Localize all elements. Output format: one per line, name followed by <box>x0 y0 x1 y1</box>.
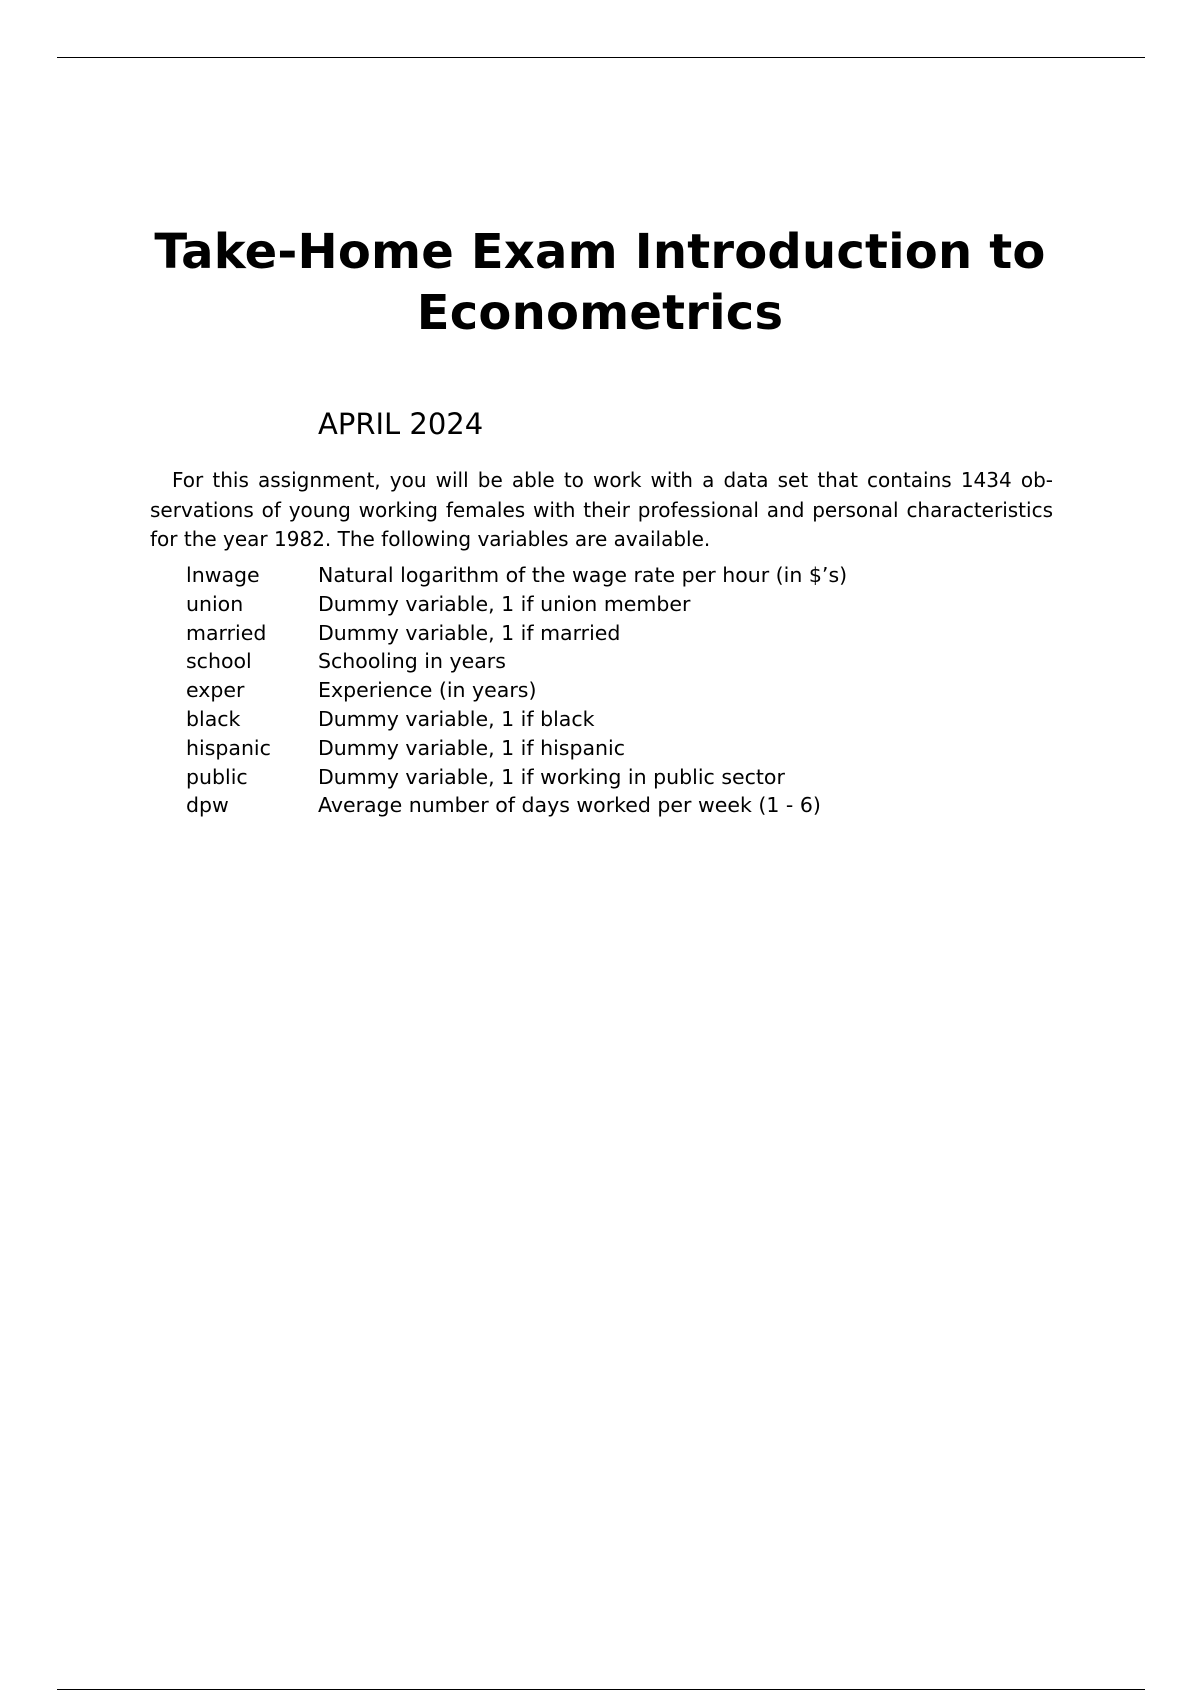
variable-description: Schooling in years <box>318 649 506 674</box>
variable-row <box>186 561 926 590</box>
variable-name: dpw <box>186 793 229 818</box>
intro-line-3: for the year 1982. The following variables are available. <box>150 527 711 551</box>
variable-name: school <box>186 649 252 674</box>
variable-description: Natural logarithm of the wage rate per hour (in $’s) <box>318 563 848 587</box>
variable-description: Dummy variable, 1 if black <box>318 706 595 731</box>
variable-description: Dummy variable, 1 if hispanic <box>318 735 625 760</box>
intro-line-1: For this assignment, you will be able to work with a data set that contains 1434 ob- <box>172 468 1053 492</box>
variable-name: union <box>186 591 244 616</box>
bottom-rule <box>57 1689 1145 1690</box>
variable-row <box>186 590 926 619</box>
intro-paragraph <box>150 466 1053 555</box>
title-line-1: Take-Home Exam Introduction to <box>154 224 1046 280</box>
variable-name: exper <box>186 678 245 703</box>
variable-list <box>186 561 926 820</box>
variable-description: Average number of days worked per week (1 - 6) <box>318 793 821 818</box>
intro-line-2: servations of young working females with their professional and personal characteristics <box>150 497 1053 522</box>
variable-name: public <box>186 764 248 789</box>
variable-description: Dummy variable, 1 if union member <box>318 591 691 616</box>
variable-name: married <box>186 620 267 645</box>
variable-row <box>186 791 926 820</box>
variable-description: Experience (in years) <box>318 678 537 703</box>
variable-description: Dummy variable, 1 if married <box>318 620 621 645</box>
variable-name: lnwage <box>186 563 260 587</box>
title-line-2: Econometrics <box>416 285 784 341</box>
document-date: APRIL 2024 <box>318 407 484 441</box>
variable-row <box>186 705 926 734</box>
variable-row <box>186 734 926 763</box>
variable-description: Dummy variable, 1 if working in public sector <box>318 764 785 789</box>
variable-row <box>186 763 926 792</box>
variable-row <box>186 676 926 705</box>
variable-row <box>186 619 926 648</box>
variable-row <box>186 647 926 676</box>
variable-name: black <box>186 706 241 731</box>
document-title <box>150 222 1050 344</box>
variable-name: hispanic <box>186 735 271 760</box>
top-rule <box>57 57 1145 58</box>
